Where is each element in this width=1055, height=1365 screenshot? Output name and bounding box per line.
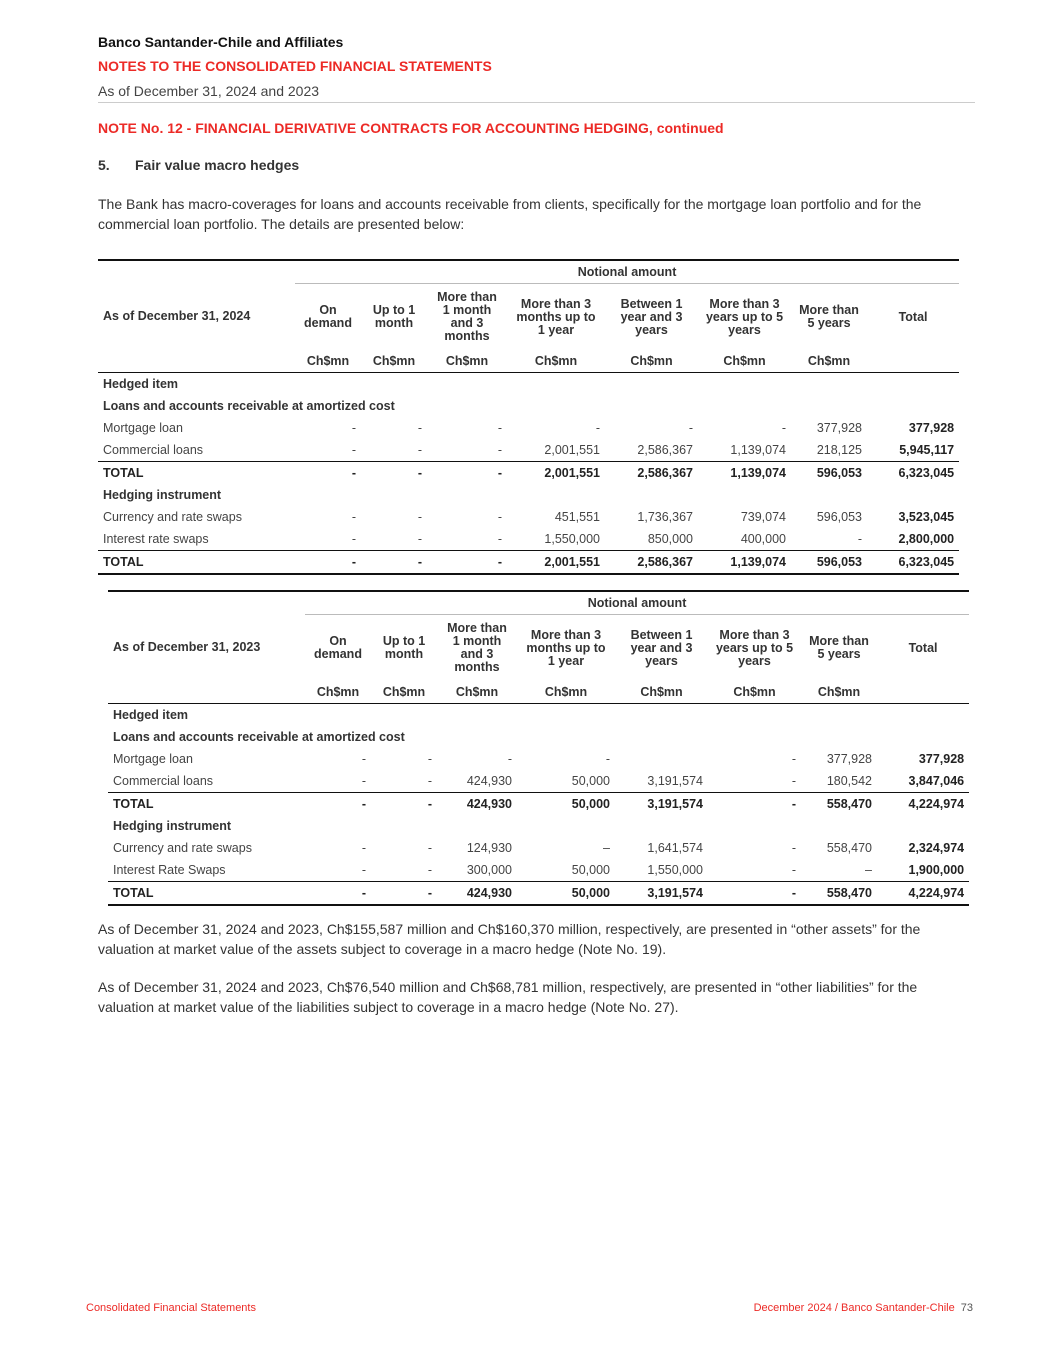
col-1-to-3-months: More than 1 month and 3 months — [447, 621, 507, 674]
cell: - — [781, 421, 786, 435]
row-label: Currency and rate swaps — [113, 841, 252, 855]
cell: - — [791, 774, 796, 788]
col-3-months-to-1-year: More than 3 months up to 1 year — [516, 296, 596, 337]
cell: 1,550,000 — [647, 863, 703, 877]
cell: - — [417, 443, 422, 457]
cell: 596,053 — [816, 510, 862, 524]
col-3-months-to-1-year: More than 3 months up to 1 year — [526, 627, 606, 668]
row-label: TOTAL — [98, 551, 295, 575]
row-label: Interest Rate Swaps — [113, 863, 226, 877]
section-row — [98, 395, 959, 417]
cell: - — [857, 532, 862, 546]
cell: - — [708, 882, 801, 906]
cell: 2,001,551 — [544, 443, 600, 457]
table-row — [98, 439, 959, 462]
cell: - — [371, 882, 437, 906]
table-row — [108, 748, 969, 770]
cell: - — [361, 863, 366, 877]
cell: 400,000 — [740, 532, 786, 546]
notes-title: NOTES TO THE CONSOLIDATED FINANCIAL STATEMENTS — [98, 58, 492, 74]
cell: 377,928 — [826, 752, 872, 766]
cell: - — [361, 752, 366, 766]
section-row — [108, 704, 969, 727]
section-number: 5. — [98, 157, 110, 173]
cell: 850,000 — [647, 532, 693, 546]
report-date: As of December 31, 2024 and 2023 — [98, 83, 320, 99]
unit-label: Ch$mn — [605, 350, 698, 373]
col-more-than-5-years: More than 5 years — [799, 303, 859, 330]
total-row — [98, 551, 959, 575]
col-up-to-1-month: Up to 1 month — [372, 303, 416, 330]
unit-label: Ch$mn — [427, 350, 507, 373]
cell: 180,542 — [826, 774, 872, 788]
cell: - — [305, 793, 371, 816]
total-cell: 4,224,974 — [877, 793, 969, 816]
cell: 377,928 — [816, 421, 862, 435]
cell: - — [371, 793, 437, 816]
cell: - — [361, 551, 427, 575]
table-row — [98, 417, 959, 439]
total-row — [108, 793, 969, 816]
row-label: Commercial loans — [103, 443, 204, 457]
footer-report-label: December 2024 / Banco Santander-Chile — [753, 1302, 955, 1314]
cell: - — [791, 752, 796, 766]
cell: - — [595, 421, 600, 435]
cell: 739,074 — [740, 510, 786, 524]
total-cell: 377,928 — [908, 421, 955, 435]
cell: 596,053 — [791, 462, 867, 485]
cell: - — [791, 841, 796, 855]
cell: 2,586,367 — [605, 462, 698, 485]
total-cell: 1,900,000 — [908, 863, 965, 877]
cell: 424,930 — [437, 882, 517, 906]
other-liabilities-paragraph: As of December 31, 2024 and 2023, Ch$76,540 million and Ch$68,781 million, respectively, are presented in “other liabilities” for the valuation at market value of the liabilities subject to coverage in a macro hedge (Note No. 27). — [98, 979, 918, 1015]
col-on-demand: On demand — [304, 303, 352, 330]
cell: 1,641,574 — [647, 841, 703, 855]
notional-header-row — [108, 591, 969, 615]
cell: 424,930 — [437, 793, 517, 816]
hedged-item-label: Hedged item — [103, 377, 179, 391]
col-up-to-1-month: Up to 1 month — [382, 634, 426, 661]
cell: - — [497, 421, 502, 435]
cell: 1,139,074 — [698, 462, 791, 485]
table-title: As of December 31, 2023 — [113, 640, 261, 655]
cell: - — [295, 551, 361, 575]
section-row — [108, 726, 969, 748]
total-cell: 3,847,046 — [908, 774, 965, 788]
cell — [615, 748, 708, 770]
cell: - — [351, 532, 356, 546]
row-label: TOTAL — [98, 462, 295, 485]
total-row — [108, 882, 969, 906]
unit-label: Ch$mn — [295, 350, 361, 373]
cell: 558,470 — [826, 841, 872, 855]
cell: - — [361, 774, 366, 788]
intro-paragraph: The Bank has macro-coverages for loans and accounts receivable from clients, specifically for the mortgage loan portfolio and for the commercial loan portfolio. The details are presented below: — [98, 196, 922, 232]
notional-amount-label: Notional amount — [305, 591, 969, 615]
unit-label: Ch$mn — [361, 350, 427, 373]
col-total: Total — [898, 309, 928, 324]
col-3-to-5-years: More than 3 years up to 5 years — [705, 296, 784, 337]
cell: - — [497, 532, 502, 546]
unit-label: Ch$mn — [615, 681, 708, 704]
cell: 596,053 — [791, 551, 867, 575]
cell: 2,001,551 — [507, 462, 605, 485]
table-row — [108, 859, 969, 882]
cell: - — [361, 841, 366, 855]
cell: - — [351, 443, 356, 457]
cell: - — [305, 882, 371, 906]
section-title: Fair value macro hedges — [135, 157, 300, 173]
cell: - — [708, 793, 801, 816]
cell: - — [497, 443, 502, 457]
unit-label: Ch$mn — [698, 350, 791, 373]
row-label: TOTAL — [108, 882, 305, 906]
cell: - — [427, 774, 432, 788]
cell: - — [351, 421, 356, 435]
units-row — [98, 350, 959, 373]
hedged-item-label: Hedged item — [113, 708, 189, 722]
header-divider — [98, 102, 975, 103]
cell: - — [507, 752, 512, 766]
note-title: NOTE No. 12 - FINANCIAL DERIVATIVE CONTRACTS FOR ACCOUNTING HEDGING, continued — [98, 120, 724, 136]
cell: 50,000 — [517, 882, 615, 906]
footer-right — [754, 1302, 973, 1314]
cell: 300,000 — [466, 863, 512, 877]
total-cell: 6,323,045 — [867, 462, 959, 485]
row-label: TOTAL — [108, 793, 305, 816]
total-cell: 2,800,000 — [898, 532, 955, 546]
table-row — [98, 506, 959, 528]
company-name: Banco Santander-Chile and Affiliates — [98, 34, 344, 50]
total-cell: 6,323,045 — [867, 551, 959, 575]
table-2023 — [108, 590, 969, 906]
cell: - — [427, 841, 432, 855]
total-cell: 377,928 — [918, 752, 965, 766]
hedging-instrument-label: Hedging instrument — [103, 488, 222, 502]
cell: 3,191,574 — [615, 793, 708, 816]
col-more-than-5-years: More than 5 years — [809, 634, 869, 661]
cell: - — [605, 752, 610, 766]
cell: - — [427, 752, 432, 766]
section-row — [98, 373, 959, 396]
unit-label: Ch$mn — [437, 681, 517, 704]
footer-document-title: Consolidated Financial Statements — [86, 1302, 256, 1314]
units-row — [108, 681, 969, 704]
unit-label: Ch$mn — [507, 350, 605, 373]
cell: 2,001,551 — [507, 551, 605, 575]
cell: 558,470 — [801, 882, 877, 906]
unit-label: Ch$mn — [791, 350, 867, 373]
cell: 1,550,000 — [544, 532, 600, 546]
cell: 2,586,367 — [605, 551, 698, 575]
unit-label: Ch$mn — [517, 681, 615, 704]
unit-label: Ch$mn — [305, 681, 371, 704]
section-row — [108, 815, 969, 837]
row-label: Mortgage loan — [103, 421, 183, 435]
col-total: Total — [908, 640, 938, 655]
category-label: Loans and accounts receivable at amortized cost — [113, 730, 405, 744]
cell: 3,191,574 — [647, 774, 703, 788]
cell: 1,139,074 — [730, 443, 786, 457]
row-label: Currency and rate swaps — [103, 510, 242, 524]
table-row — [108, 770, 969, 793]
cell: - — [427, 551, 507, 575]
cell: 50,000 — [517, 793, 615, 816]
row-label: Interest rate swaps — [103, 532, 209, 546]
cell: - — [427, 863, 432, 877]
cell: – — [865, 863, 872, 877]
page-number: 73 — [960, 1302, 973, 1314]
cell: 3,191,574 — [615, 882, 708, 906]
col-1-to-3-months: More than 1 month and 3 months — [437, 290, 497, 343]
col-on-demand: On demand — [314, 634, 362, 661]
cell: – — [603, 841, 610, 855]
notional-amount-label: Notional amount — [295, 260, 959, 284]
cell: 1,139,074 — [698, 551, 791, 575]
col-1-to-3-years: Between 1 year and 3 years — [620, 296, 683, 337]
cell: - — [361, 462, 427, 485]
cell: 558,470 — [801, 793, 877, 816]
cell: - — [417, 421, 422, 435]
total-cell: 5,945,117 — [899, 443, 955, 457]
cell: - — [417, 532, 422, 546]
cell: - — [417, 510, 422, 524]
table-row — [108, 837, 969, 859]
col-3-to-5-years: More than 3 years up to 5 years — [715, 627, 794, 668]
cell: - — [791, 863, 796, 877]
total-row — [98, 462, 959, 485]
cell: - — [688, 421, 693, 435]
cell: 2,586,367 — [637, 443, 693, 457]
cell: 1,736,367 — [637, 510, 693, 524]
total-cell: 4,224,974 — [877, 882, 969, 906]
cell: - — [427, 462, 507, 485]
row-label: Commercial loans — [113, 774, 214, 788]
unit-label: Ch$mn — [708, 681, 801, 704]
column-header-row — [98, 284, 959, 351]
table-row — [98, 528, 959, 551]
cell: 50,000 — [571, 774, 610, 788]
cell: - — [295, 462, 361, 485]
cell: - — [497, 510, 502, 524]
cell: 424,930 — [466, 774, 512, 788]
category-label: Loans and accounts receivable at amortized cost — [103, 399, 395, 413]
column-header-row — [108, 615, 969, 682]
total-cell: 2,324,974 — [908, 841, 965, 855]
cell: 451,551 — [554, 510, 600, 524]
total-cell: 3,523,045 — [898, 510, 955, 524]
cell: 124,930 — [466, 841, 512, 855]
table-2024 — [98, 259, 959, 575]
notional-header-row — [98, 260, 959, 284]
table-title: As of December 31, 2024 — [103, 309, 251, 324]
col-1-to-3-years: Between 1 year and 3 years — [630, 627, 693, 668]
cell: 218,125 — [816, 443, 862, 457]
unit-label: Ch$mn — [801, 681, 877, 704]
cell: - — [351, 510, 356, 524]
unit-label: Ch$mn — [371, 681, 437, 704]
row-label: Mortgage loan — [113, 752, 193, 766]
section-heading — [98, 157, 299, 173]
cell: 50,000 — [571, 863, 610, 877]
section-row — [98, 484, 959, 506]
hedging-instrument-label: Hedging instrument — [113, 819, 232, 833]
other-assets-paragraph: As of December 31, 2024 and 2023, Ch$155,587 million and Ch$160,370 million, respectively, are presented in “other assets” for the valuation at market value of the assets subject to coverage in a macro hedge (Note No. 19). — [98, 921, 921, 957]
